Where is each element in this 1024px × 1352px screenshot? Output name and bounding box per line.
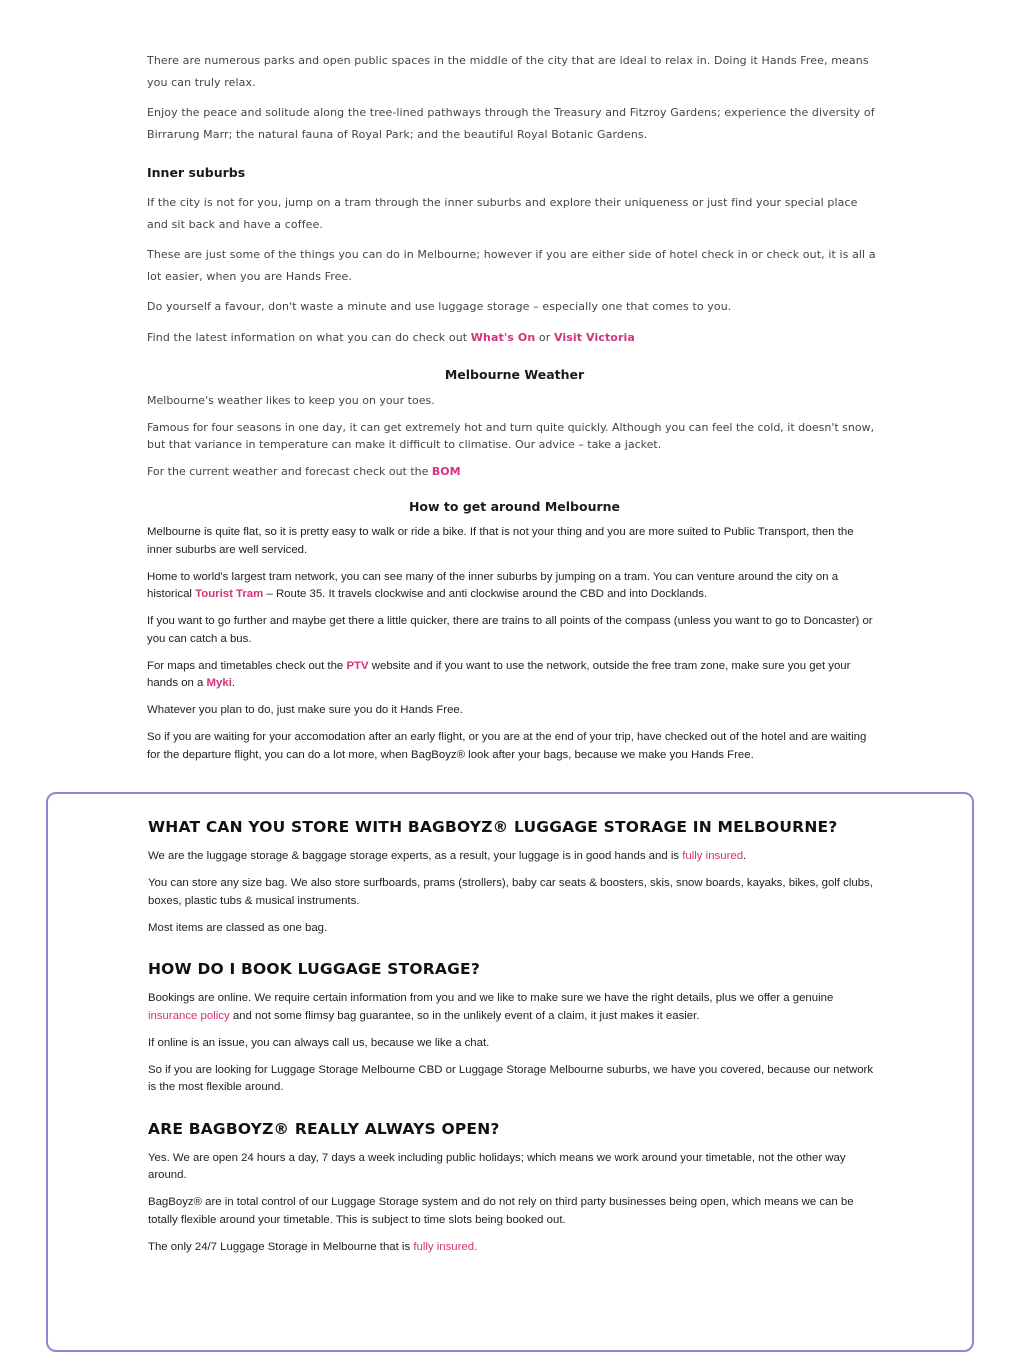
latest-info-paragraph: [147, 327, 882, 349]
latest-info-or: or: [535, 330, 554, 344]
getting-around-paragraph-5: Whatever you plan to do, just make sure you do it Hands Free.: [147, 704, 463, 716]
intro-paragraph-2: Enjoy the peace and solitude along the tree-lined pathways through the Treasury and Fitzroy Gardens; experience the diversity of Birrarung Marr; the natural fauna of Royal Park; and the beautiful Royal Botanic Gardens.: [147, 106, 875, 141]
myki-link[interactable]: Myki: [206, 677, 232, 689]
whats-on-link[interactable]: What's On: [470, 330, 536, 344]
weather-heading: Melbourne Weather: [444, 367, 585, 382]
faq-q2-prefix: Bookings are online. We require certain information from you and we like to make sure we have the right details, plus we offer a genuine: [148, 992, 834, 1004]
faq-q2-suffix: and not some flimsy bag guarantee, so in the unlikely event of a claim, it just makes it easier.: [229, 1009, 700, 1022]
getting-around-heading: How to get around Melbourne: [408, 499, 621, 514]
faq-q3-paragraph-3: [148, 1239, 883, 1257]
myki-suffix: .: [231, 677, 236, 689]
faq-q2-paragraph-1: [148, 990, 883, 1025]
faq-q3-paragraph-2: BagBoyz® are in total control of our Luggage Storage system and do not rely on third party businesses being open, which means we can be totally flexible around your timetable. This is subject to time slots being booked out.: [148, 1196, 854, 1226]
visit-victoria-link[interactable]: Visit Victoria: [553, 330, 635, 344]
faq-q1-paragraph-1: [148, 848, 883, 866]
faq-q1-suffix: .: [743, 850, 747, 862]
getting-around-paragraph-3: If you want to go further and maybe get there a little quicker, there are trains to all points of the compass (unless you want to go to Doncaster) or you can catch a bus.: [147, 615, 873, 645]
getting-around-paragraph-1: Melbourne is quite flat, so it is pretty easy to walk or ride a bike. If that is not your thing and you are more suited to Public Transport, then the inner suburbs are well serviced.: [147, 526, 854, 556]
bom-link[interactable]: BOM: [431, 465, 461, 478]
ptv-middle: website and if you want to use the network, outside the free tram zone, make sure you get your hands on a: [147, 659, 851, 689]
intro-paragraph-1: There are numerous parks and open public spaces in the middle of the city that are ideal to relax in. Doing it Hands Free, means you can truly relax.: [147, 54, 869, 89]
weather-forecast-prefix: For the current weather and forecast check out the: [147, 465, 432, 478]
inner-suburbs-paragraph-2: These are just some of the things you can do in Melbourne; however if you are either side of hotel check in or check out, it is all a lot easier, when you are Hands Free.: [147, 248, 876, 283]
fully-insured-link[interactable]: fully insured: [682, 850, 744, 862]
faq-q3-prefix: The only 24/7 Luggage Storage in Melbourne that is: [148, 1240, 414, 1253]
faq-q3-paragraph-1: Yes. We are open 24 hours a day, 7 days a week including public holidays; which means we work around your timetable, not the other way around.: [148, 1151, 846, 1181]
faq-heading-how-do-i-book: HOW DO I BOOK LUGGAGE STORAGE?: [148, 960, 481, 978]
faq-card: [46, 792, 974, 1352]
faq-q1-paragraph-3: Most items are classed as one bag.: [148, 921, 328, 934]
faq-q2-paragraph-3: So if you are looking for Luggage Storage Melbourne CBD or Luggage Storage Melbourne suburbs, we have you covered, because our network is the most flexible around.: [148, 1063, 874, 1093]
insurance-policy-link[interactable]: insurance policy: [148, 1009, 230, 1022]
ptv-link[interactable]: PTV: [346, 659, 369, 672]
getting-around-paragraph-6: So if you are waiting for your accomodation after an early flight, or you are at the end of your trip, have checked out of the hotel and are waiting for the departure flight, you can do a lot more, when BagBoyz® look after your bags, because we make you Hands Free.: [147, 731, 867, 761]
tourist-tram-link[interactable]: Tourist Tram: [195, 588, 264, 600]
article-upper: [147, 50, 882, 774]
tram-suffix: – Route 35. It travels clockwise and anti clockwise around the CBD and into Docklands.: [263, 588, 708, 600]
inner-suburbs-heading: Inner suburbs: [147, 165, 246, 180]
inner-suburbs-paragraph-3: Do yourself a favour, don't waste a minute and use luggage storage – especially one that comes to you.: [147, 300, 732, 313]
faq-heading-always-open: ARE BAGBOYZ® REALLY ALWAYS OPEN?: [148, 1119, 500, 1138]
weather-paragraph-1: Melbourne's weather likes to keep you on your toes.: [147, 394, 435, 407]
faq-q1-prefix: We are the luggage storage & baggage storage experts, as a result, your luggage is in good hands and is: [148, 850, 683, 862]
inner-suburbs-paragraph-1: If the city is not for you, jump on a tram through the inner suburbs and explore their uniqueness or just find your special place and sit back and have a coffee.: [147, 196, 858, 231]
faq-q2-paragraph-2: If online is an issue, you can always call us, because we like a chat.: [148, 1036, 490, 1049]
faq-heading-what-can-you-store: WHAT CAN YOU STORE WITH BAGBOYZ® LUGGAGE STORAGE IN MELBOURNE?: [148, 818, 838, 836]
faq-q1-paragraph-2: You can store any size bag. We also store surfboards, prams (strollers), baby car seats & boosters, skis, snow boards, kayaks, bikes, golf clubs, boxes, plastic tubs & musical instruments.: [148, 877, 873, 907]
weather-paragraph-2: Famous for four seasons in one day, it can get extremely hot and turn quite quickly. Although you can feel the cold, it doesn't snow, but that variance in temperature can make it difficult to climatise. Our advice – take a jacket.: [147, 421, 875, 451]
fully-insured-link-2[interactable]: fully insured.: [413, 1240, 478, 1253]
getting-around-paragraph-2: [147, 569, 882, 604]
latest-info-prefix: Find the latest information on what you can do check out: [147, 330, 471, 344]
ptv-prefix: For maps and timetables check out the: [147, 659, 347, 672]
tram-prefix: Home to world's largest tram network, you can see many of the inner suburbs by jumping on a tram. You can venture around the city on a historical: [147, 570, 839, 600]
faq-card-content: [148, 818, 883, 1266]
getting-around-paragraph-4: [147, 658, 882, 693]
weather-forecast-paragraph: [147, 463, 882, 480]
